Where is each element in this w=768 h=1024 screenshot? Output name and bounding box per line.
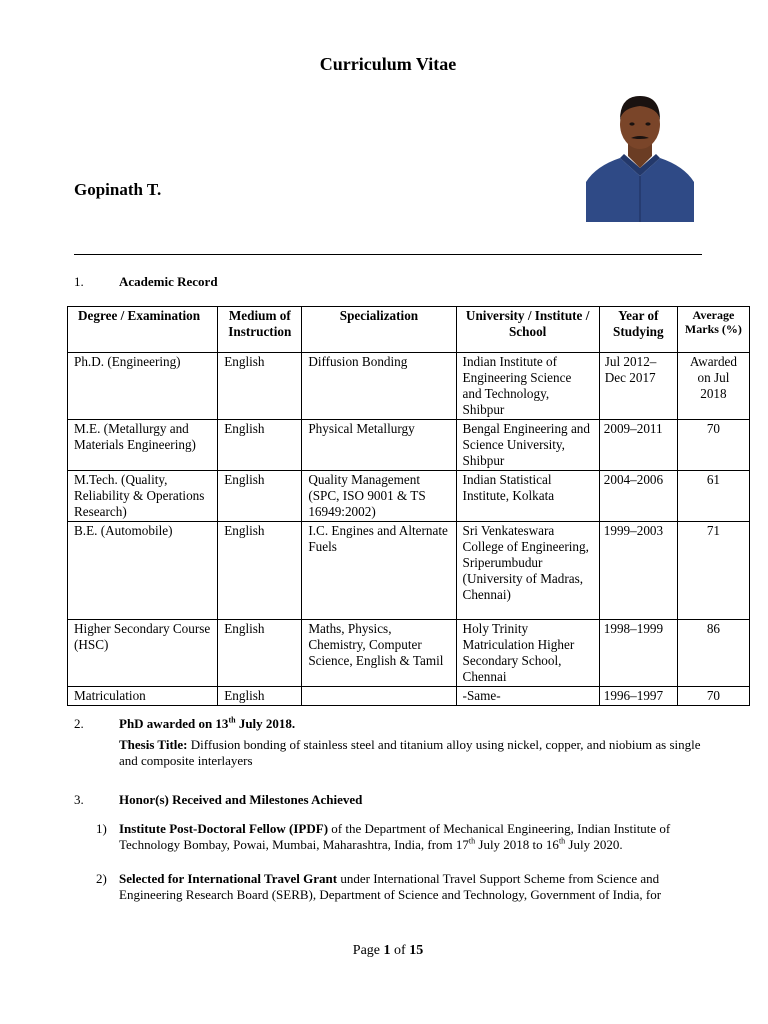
list-item xyxy=(119,871,704,903)
column-header: Medium of Instruction xyxy=(218,307,302,353)
column-header: Year of Studying xyxy=(599,307,677,353)
candidate-name: Gopinath T. xyxy=(74,180,162,199)
table-cell: Indian Statistical Institute, Kolkata xyxy=(456,471,599,522)
section-number: 2. xyxy=(74,716,84,731)
section-number: 3. xyxy=(74,792,84,807)
table-cell: Maths, Physics, Chemistry, Computer Science, English & Tamil xyxy=(302,620,456,687)
table-cell: English xyxy=(218,353,302,420)
header-divider xyxy=(74,254,702,255)
table-cell: 61 xyxy=(677,471,749,522)
table-cell: 1996–1997 xyxy=(599,687,677,706)
document-title: Curriculum Vitae xyxy=(319,54,457,74)
total-pages: 15 xyxy=(409,943,424,958)
table-cell: Ph.D. (Engineering) xyxy=(68,353,218,420)
table-cell: 70 xyxy=(677,687,749,706)
column-header: University / Institute / School xyxy=(456,307,599,353)
column-header: Average Marks (%) xyxy=(677,307,749,353)
academic-record-table xyxy=(67,306,750,706)
table-cell: 1999–2003 xyxy=(599,522,677,620)
table-cell: English xyxy=(218,471,302,522)
table-row xyxy=(68,353,750,420)
table-cell: English xyxy=(218,620,302,687)
table-cell: English xyxy=(218,420,302,471)
page-number xyxy=(0,943,768,959)
list-item xyxy=(119,821,704,853)
honor-text: under International Travel Support Scheme from Science and Engineering Research Board (SERB), Department of Science and Technology, Government of India, for xyxy=(119,871,662,902)
table-row xyxy=(68,620,750,687)
section-heading-academic-record: Academic Record xyxy=(119,274,218,289)
table-cell: Awarded on Jul 2018 xyxy=(677,353,749,420)
table-cell: Quality Management (SPC, ISO 9001 & TS 16949:2002) xyxy=(302,471,456,522)
list-item-number: 2) xyxy=(96,871,107,886)
table-cell: English xyxy=(218,522,302,620)
honor-title: Selected for International Travel Grant xyxy=(119,871,338,886)
table-cell: 1998–1999 xyxy=(599,620,677,687)
table-cell: Bengal Engineering and Science University, Shibpur xyxy=(456,420,599,471)
table-cell: Physical Metallurgy xyxy=(302,420,456,471)
table-row xyxy=(68,522,750,620)
thesis-title-text: Diffusion bonding of stainless steel and titanium alloy using nickel, copper, and niobium as single and composite interlayers xyxy=(119,737,701,768)
table-row xyxy=(68,471,750,522)
superscript: th xyxy=(558,836,566,846)
list-item-number: 1) xyxy=(96,821,107,836)
table-cell: M.E. (Metallurgy and Materials Engineering) xyxy=(68,420,218,471)
table-cell: M.Tech. (Quality, Reliability & Operations Research) xyxy=(68,471,218,522)
table-cell: Sri Venkateswara College of Engineering, Sriperumbudur (University of Madras, Chennai) xyxy=(456,522,599,620)
column-header: Specialization xyxy=(302,307,456,353)
table-cell: B.E. (Automobile) xyxy=(68,522,218,620)
table-cell: English xyxy=(218,687,302,706)
profile-photo xyxy=(586,84,694,222)
table-cell: 2009–2011 xyxy=(599,420,677,471)
thesis-title-label: Thesis Title: xyxy=(119,737,188,752)
table-header-row xyxy=(68,307,750,353)
table-cell: 2004–2006 xyxy=(599,471,677,522)
superscript: th xyxy=(468,836,476,846)
table-row xyxy=(68,687,750,706)
table-cell: Higher Secondary Course (HSC) xyxy=(68,620,218,687)
thesis-title-paragraph xyxy=(119,737,704,769)
honor-text: July 2020. xyxy=(565,837,623,852)
page-label: Page xyxy=(352,943,384,958)
column-header: Degree / Examination xyxy=(68,307,218,353)
heading-text: PhD awarded on 13 xyxy=(119,716,229,731)
table-cell: I.C. Engines and Alternate Fuels xyxy=(302,522,456,620)
heading-superscript: th xyxy=(228,715,236,725)
heading-text: July 2018. xyxy=(235,716,296,731)
table-cell: Jul 2012–Dec 2017 xyxy=(599,353,677,420)
table-cell: Indian Institute of Engineering Science and Technology, Shibpur xyxy=(456,353,599,420)
table-cell xyxy=(302,687,456,706)
section-heading-phd-awarded xyxy=(119,716,295,732)
of-label: of xyxy=(390,943,410,958)
honor-text: July 2018 to 16 xyxy=(475,837,559,852)
table-cell: Matriculation xyxy=(68,687,218,706)
table-cell: Holy Trinity Matriculation Higher Secondary School, Chennai xyxy=(456,620,599,687)
table-cell: Diffusion Bonding xyxy=(302,353,456,420)
section-number: 1. xyxy=(74,274,84,289)
table-cell: -Same- xyxy=(456,687,599,706)
table-row xyxy=(68,420,750,471)
table-cell: 71 xyxy=(677,522,749,620)
honor-text: of the Department of Mechanical Engineering, Indian Institute of Technology Bombay, Powai, Mumbai, Maharashtra, India, from 17 xyxy=(119,821,671,852)
table-cell: 70 xyxy=(677,420,749,471)
table-cell: 86 xyxy=(677,620,749,687)
current-page: 1 xyxy=(383,943,391,958)
honor-title: Institute Post-Doctoral Fellow (IPDF) xyxy=(119,821,329,836)
section-heading-honors: Honor(s) Received and Milestones Achieved xyxy=(119,792,363,807)
